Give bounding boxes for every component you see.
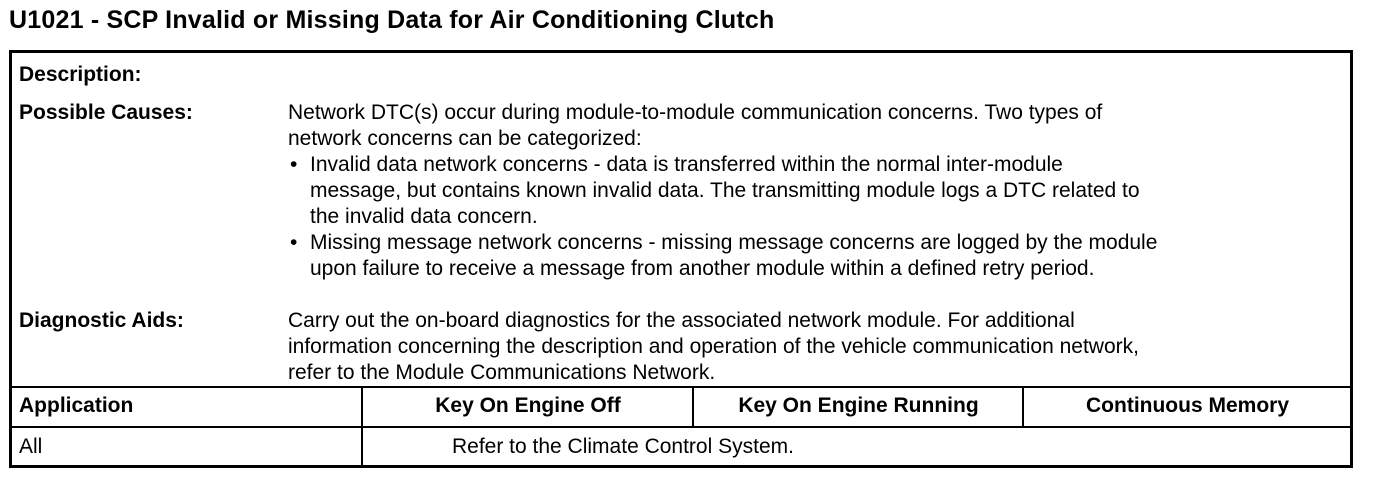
text-line: the invalid data concern. <box>310 205 538 228</box>
text-line: • Invalid data network concerns - data is transferred within the normal inter-module <box>310 153 1063 176</box>
column-header-key-on-engine-off: Key On Engine Off <box>435 394 621 417</box>
text-line: network concerns can be categorized: <box>288 127 642 150</box>
table-cell-application: All <box>19 435 43 458</box>
column-header-continuous-memory: Continuous Memory <box>1086 394 1289 417</box>
text-line: refer to the Module Communications Network. <box>288 361 716 384</box>
list-item <box>288 152 1340 230</box>
column-header-application: Application <box>19 394 134 417</box>
possible-causes-text <box>288 100 1340 282</box>
text-line: message, but contains known invalid data. The transmitting module logs a DTC related to <box>310 179 1140 202</box>
possible-causes-label: Possible Causes: <box>19 101 193 124</box>
table-cell-note: Refer to the Climate Control System. <box>452 435 794 458</box>
text-line: Carry out the on-board diagnostics for the associated network module. For additional <box>288 309 1075 332</box>
column-header-key-on-engine-running: Key On Engine Running <box>738 394 979 417</box>
text-line: Network DTC(s) occur during module-to-module communication concerns. Two types of <box>288 101 1103 124</box>
text-line: • Missing message network concerns - missing message concerns are logged by the module <box>310 231 1158 254</box>
page-title: U1021 - SCP Invalid or Missing Data for Air Conditioning Clutch <box>9 6 775 34</box>
dtc-info-table <box>9 50 1353 468</box>
list-item <box>288 230 1340 282</box>
text-line: upon failure to receive a message from another module within a defined retry period. <box>310 257 1095 280</box>
divider <box>12 386 1350 388</box>
text-line: information concerning the description and operation of the vehicle communication network, <box>288 335 1139 358</box>
diagnostic-aids-text <box>288 308 1340 386</box>
divider <box>12 426 1350 428</box>
causes-list <box>288 152 1340 282</box>
diagnostic-aids-label: Diagnostic Aids: <box>19 309 184 332</box>
divider <box>1022 386 1024 426</box>
divider <box>692 386 694 426</box>
description-label: Description: <box>19 63 142 86</box>
divider <box>361 386 363 468</box>
